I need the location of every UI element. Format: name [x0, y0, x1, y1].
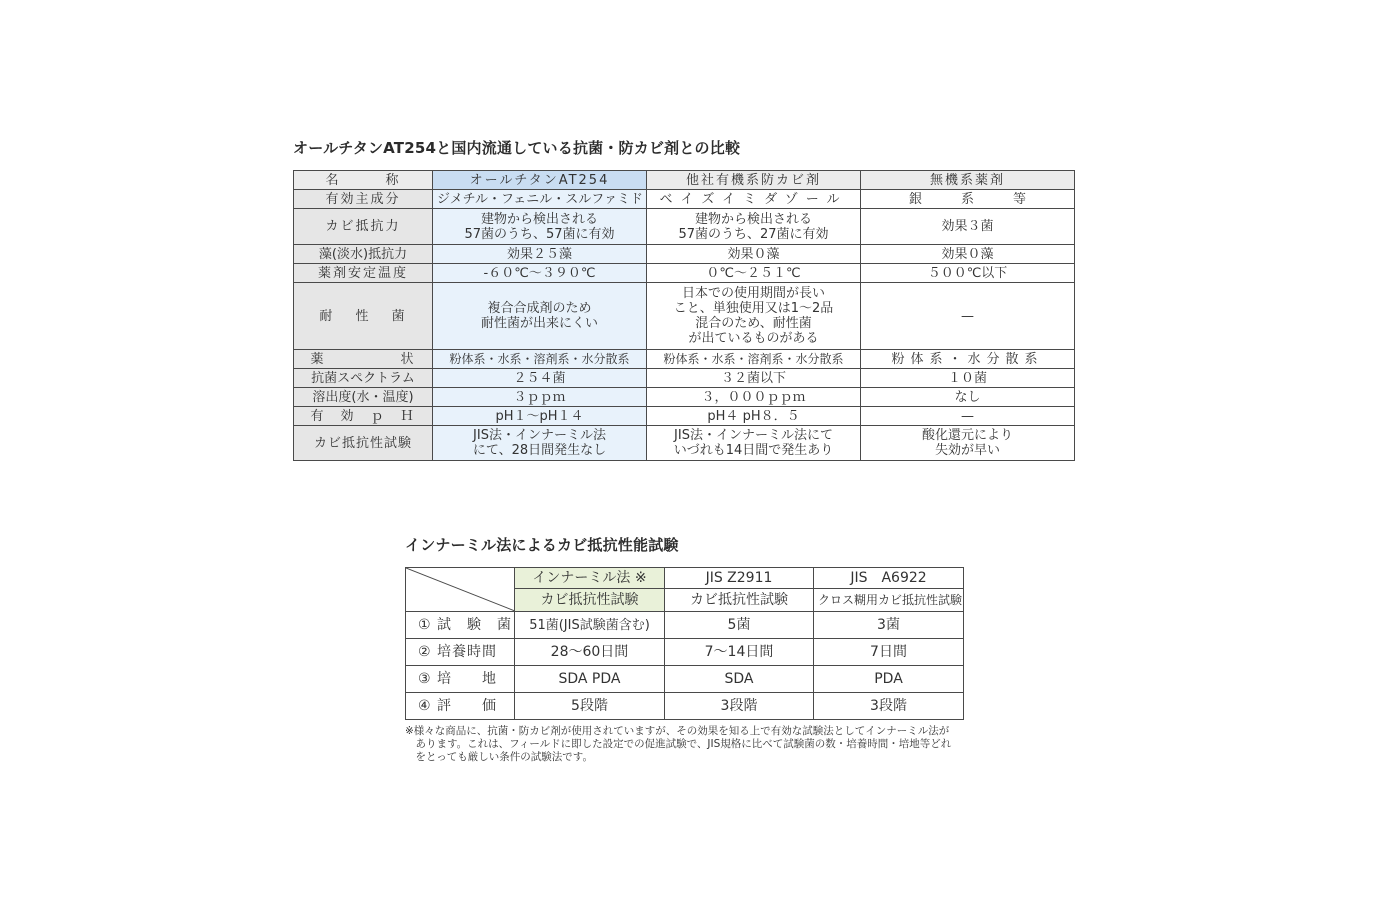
cell-jis-a6922: 3段階: [814, 693, 964, 720]
cell-inorganic: 効果０藻: [861, 245, 1075, 264]
cell-organic: 効果０藻: [647, 245, 861, 264]
cell-organic: 日本での使用期間が長い こと、単独使用又は1～2品 混合のため、耐性菌 が出ているものがある: [647, 283, 861, 350]
header-organic: 他社有機系防カビ剤: [647, 171, 861, 190]
table-row: [406, 693, 964, 720]
footnote-line: ※様々な商品に、抗菌・防カビ剤が使用されていますが、その効果を知る上で有効な試験法としてインナーミル法が: [405, 725, 950, 737]
cell-inorganic: —: [861, 407, 1075, 426]
table-row: [406, 612, 964, 639]
cell-organic: JIS法・インナーミル法にて いづれも14日間で発生あり: [647, 426, 861, 461]
cell-jis-a6922: PDA: [814, 666, 964, 693]
header-inorganic: 無機系薬剤: [861, 171, 1075, 190]
corner-cell: [406, 568, 515, 612]
cell-at254: ２５４菌: [433, 369, 647, 388]
table-row: [294, 209, 1075, 245]
comparison-title: オールチタンAT254と国内流通している抗菌・防カビ剤との比較: [293, 139, 741, 157]
cell-inorganic: ５００℃以下: [861, 264, 1075, 283]
row-label: 薬 状: [294, 350, 433, 369]
subheader-jis-a6922: クロス糊用カビ抵抗性試験: [814, 589, 964, 612]
cell-at254: ジメチル・フェニル・スルファミド: [433, 190, 647, 209]
row-label: 薬剤安定温度: [294, 264, 433, 283]
cell-at254: JIS法・インナーミル法 にて、28日間発生なし: [433, 426, 647, 461]
cell-inorganic: １０菌: [861, 369, 1075, 388]
table-row: [406, 666, 964, 693]
row-label: ② 培養時間: [406, 639, 515, 666]
cell-at254: -６０℃～３９０℃: [433, 264, 647, 283]
row-label: ③ 培 地: [406, 666, 515, 693]
header-inner-mill: インナーミル法 ※: [515, 568, 665, 589]
table-row: [294, 190, 1075, 209]
table-row: [294, 283, 1075, 350]
cell-inner-mill: 5段階: [515, 693, 665, 720]
cell-inorganic: 粉体系・水分散系: [861, 350, 1075, 369]
header-at254: オールチタンAT254: [433, 171, 647, 190]
row-label: 藻(淡水)抵抗力: [294, 245, 433, 264]
cell-inorganic: —: [861, 283, 1075, 350]
row-label: ④ 評 価: [406, 693, 515, 720]
cell-organic: pH４ pH８．５: [647, 407, 861, 426]
cell-at254: 効果２５藻: [433, 245, 647, 264]
cell-inorganic: 効果３菌: [861, 209, 1075, 245]
cell-organic: 建物から検出される 57菌のうち、27菌に有効: [647, 209, 861, 245]
cell-jis-a6922: 7日間: [814, 639, 964, 666]
inner-mill-table: [405, 567, 964, 720]
cell-organic: ３，０００ｐｐｍ: [647, 388, 861, 407]
row-label: 溶出度(水・温度): [294, 388, 433, 407]
row-label: 抗菌スペクトラム: [294, 369, 433, 388]
table-row: [294, 245, 1075, 264]
row-label: 有 効 ｐ Ｈ: [294, 407, 433, 426]
cell-at254: ３ｐｐｍ: [433, 388, 647, 407]
mill-header-row: [406, 568, 964, 589]
comparison-table: [293, 170, 1075, 461]
cell-organic: 粉体系・水系・溶剤系・水分散系: [647, 350, 861, 369]
inner-mill-title: インナーミル法によるカビ抵抗性能試験: [405, 536, 679, 554]
header-jis-a6922: JIS A6922: [814, 568, 964, 589]
cell-jis-a6922: 3菌: [814, 612, 964, 639]
cell-organic: ３２菌以下: [647, 369, 861, 388]
table-row: [406, 639, 964, 666]
footnote: [405, 725, 965, 764]
table-row: [294, 388, 1075, 407]
cell-inorganic: 銀 系 等: [861, 190, 1075, 209]
row-label: カビ抵抗性試験: [294, 426, 433, 461]
cell-jis-z2911: 7～14日間: [665, 639, 814, 666]
table-row: [294, 264, 1075, 283]
table-row: [294, 350, 1075, 369]
cell-inorganic: 酸化還元により 失効が早い: [861, 426, 1075, 461]
header-name: 名 称: [294, 171, 433, 190]
comparison-header-row: [294, 171, 1075, 190]
table-row: [294, 426, 1075, 461]
cell-at254: 建物から検出される 57菌のうち、57菌に有効: [433, 209, 647, 245]
cell-inner-mill: 28～60日間: [515, 639, 665, 666]
table-row: [294, 407, 1075, 426]
cell-jis-z2911: 3段階: [665, 693, 814, 720]
cell-jis-z2911: 5菌: [665, 612, 814, 639]
cell-inner-mill: SDA PDA: [515, 666, 665, 693]
cell-at254: 複合合成剤のため 耐性菌が出来にくい: [433, 283, 647, 350]
cell-at254: pH１～pH１４: [433, 407, 647, 426]
subheader-inner-mill: カビ抵抗性試験: [515, 589, 665, 612]
cell-organic: ０℃～２５１℃: [647, 264, 861, 283]
row-label: カビ抵抗力: [294, 209, 433, 245]
footnote-line: あります。これは、フィールドに即した設定での促進試験で、JIS規格に比べて試験菌の数・培養時間・培地等どれ: [405, 738, 952, 750]
cell-organic: ベイズイミダゾール: [647, 190, 861, 209]
row-label: ① 試 験 菌: [406, 612, 515, 639]
row-label: 有効主成分: [294, 190, 433, 209]
diagonal-line: [406, 568, 515, 611]
cell-at254: 粉体系・水系・溶剤系・水分散系: [433, 350, 647, 369]
row-label: 耐 性 菌: [294, 283, 433, 350]
subheader-jis-z2911: カビ抵抗性試験: [665, 589, 814, 612]
table-row: [294, 369, 1075, 388]
footnote-line: をとっても厳しい条件の試験法です。: [405, 751, 593, 763]
cell-jis-z2911: SDA: [665, 666, 814, 693]
cell-inner-mill: 51菌(JIS試験菌含む): [515, 612, 665, 639]
header-jis-z2911: JIS Z2911: [665, 568, 814, 589]
cell-inorganic: なし: [861, 388, 1075, 407]
